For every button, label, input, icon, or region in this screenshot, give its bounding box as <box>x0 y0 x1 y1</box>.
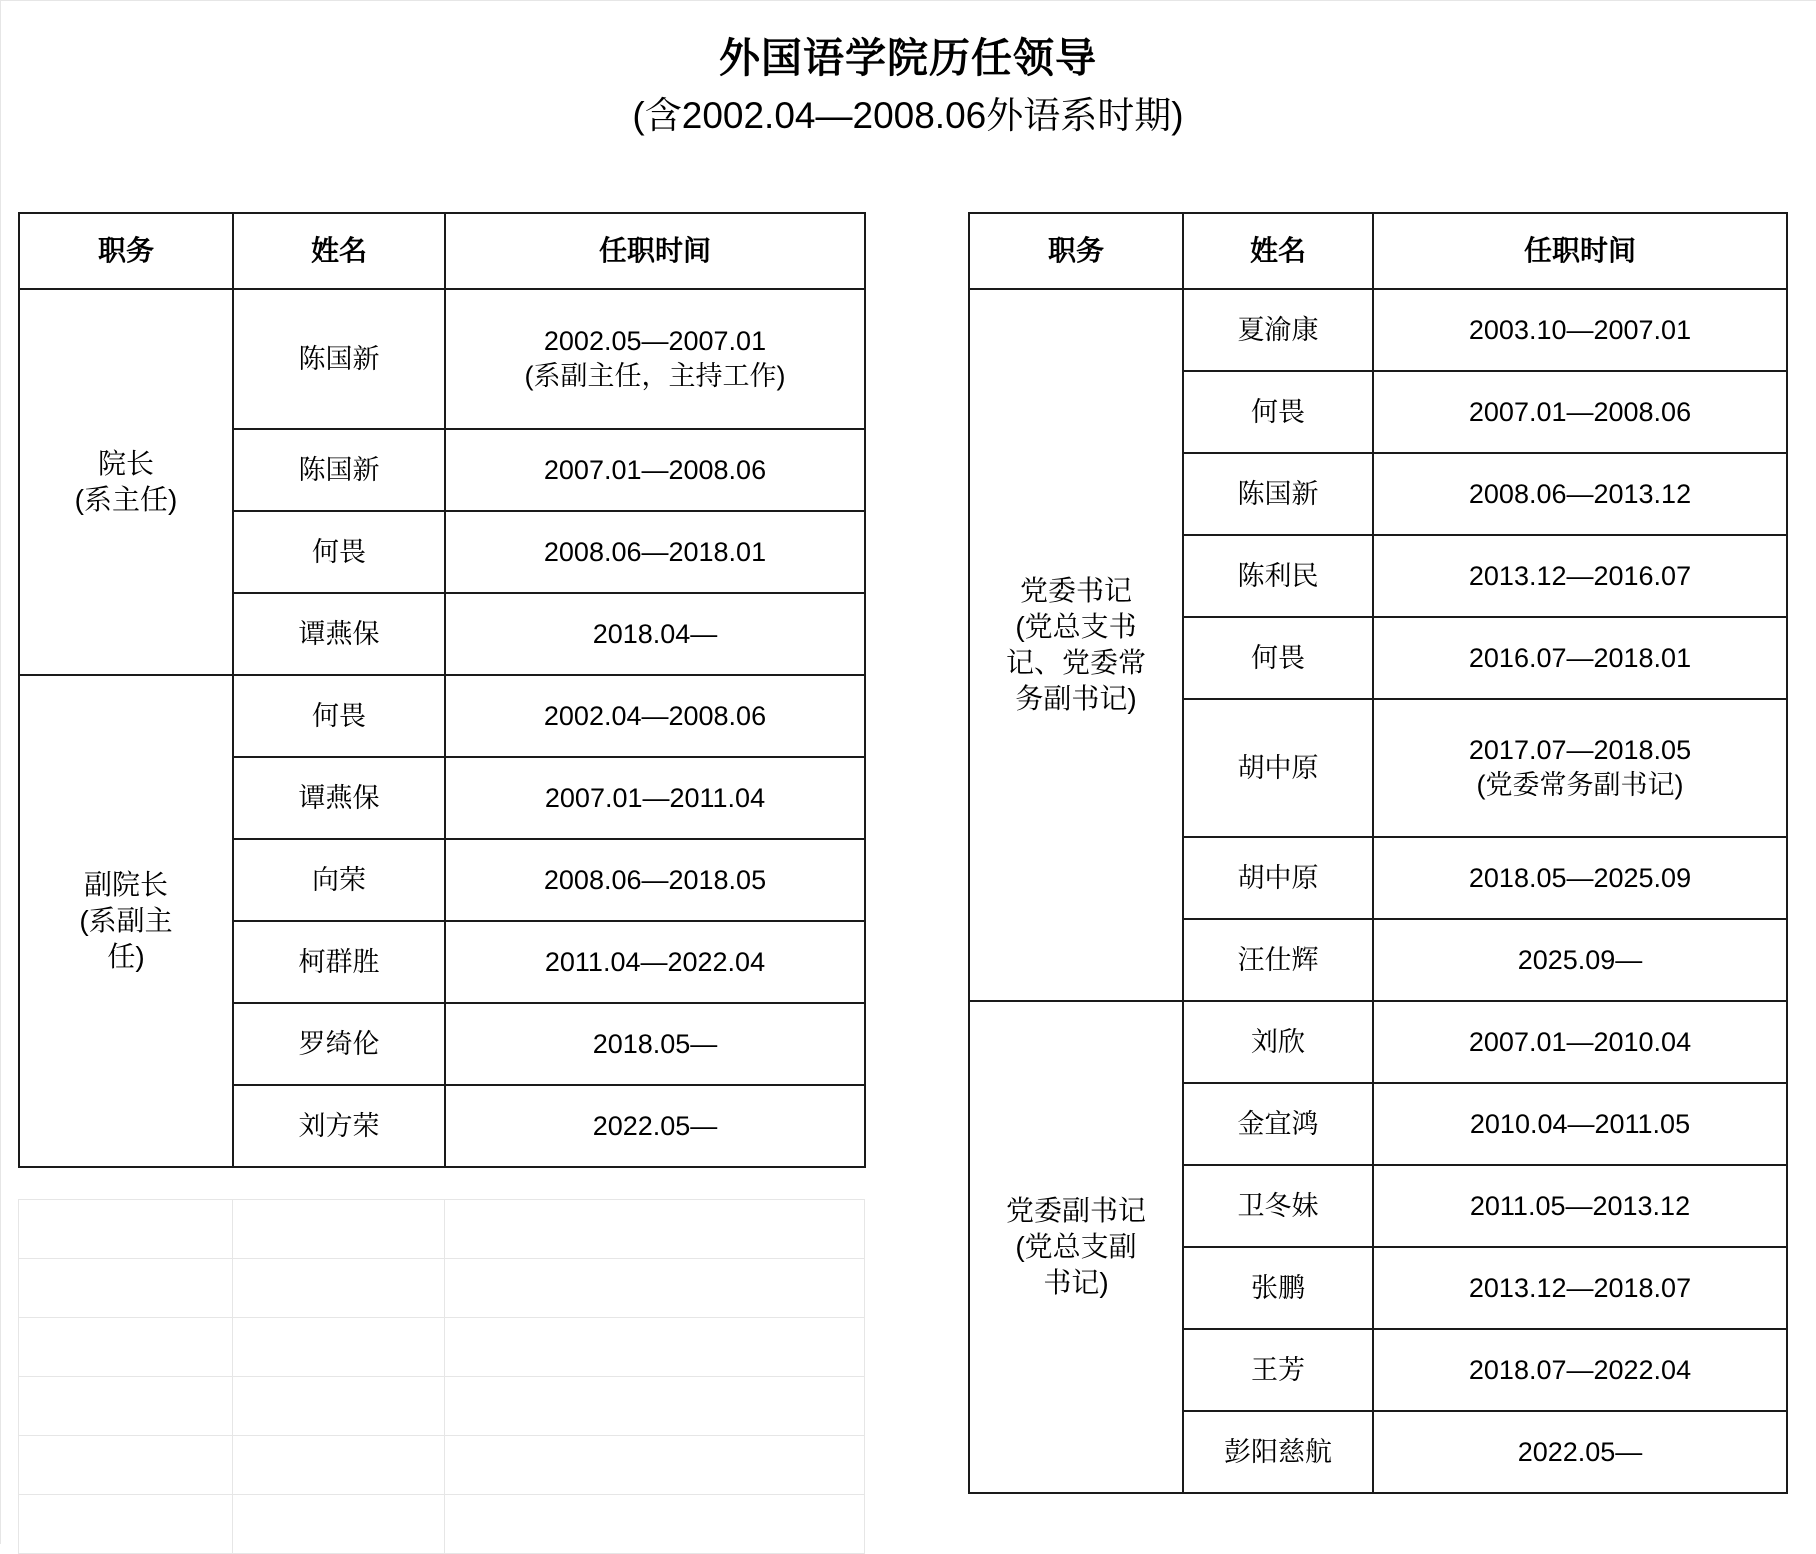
empty-cell <box>233 1200 445 1259</box>
name-cell: 卫冬妹 <box>1183 1165 1373 1247</box>
period-line-2: (系副主任，主持工作) <box>524 361 786 391</box>
role-cell-deputy-party-secretary <box>969 1001 1183 1493</box>
role-line-2: (系副主 <box>79 905 173 937</box>
right-leadership-table <box>968 212 1788 1494</box>
period-cell: 2008.06—2018.01 <box>445 511 865 593</box>
empty-row <box>19 1495 865 1554</box>
period-cell: 2008.06—2018.05 <box>445 839 865 921</box>
title-block <box>0 32 1816 141</box>
empty-cell <box>233 1377 445 1436</box>
name-cell: 胡中原 <box>1183 699 1373 837</box>
empty-grid <box>18 1199 865 1554</box>
role-cell-dean <box>19 289 233 675</box>
column-header-name: 姓名 <box>1183 213 1373 289</box>
empty-row <box>19 1377 865 1436</box>
table-header-row <box>969 213 1787 289</box>
column-header-name: 姓名 <box>233 213 445 289</box>
name-cell: 何畏 <box>1183 617 1373 699</box>
empty-cell <box>445 1200 865 1259</box>
column-header-role: 职务 <box>969 213 1183 289</box>
period-cell: 2016.07—2018.01 <box>1373 617 1787 699</box>
period-cell: 2011.05—2013.12 <box>1373 1165 1787 1247</box>
period-cell: 2011.04—2022.04 <box>445 921 865 1003</box>
name-cell: 王芳 <box>1183 1329 1373 1411</box>
role-line-2: (党总支副 <box>1015 1231 1137 1263</box>
name-cell: 胡中原 <box>1183 837 1373 919</box>
empty-cell <box>233 1318 445 1377</box>
empty-cell <box>445 1377 865 1436</box>
empty-cell <box>19 1318 233 1377</box>
name-cell: 陈国新 <box>233 289 445 429</box>
period-cell: 2007.01—2008.06 <box>445 429 865 511</box>
role-line-3: 书记) <box>1043 1266 1109 1298</box>
empty-row <box>19 1200 865 1259</box>
role-line-1: 副院长 <box>83 869 168 901</box>
empty-cell <box>445 1259 865 1318</box>
left-table-wrapper <box>18 212 866 1168</box>
role-line-2: (党总支书 <box>1015 611 1137 643</box>
period-line-1: 2017.07—2018.05 <box>1468 735 1692 766</box>
table-row <box>19 289 865 429</box>
period-cell: 2022.05— <box>445 1085 865 1167</box>
column-header-period: 任职时间 <box>1373 213 1787 289</box>
name-cell: 何畏 <box>233 675 445 757</box>
table-row <box>969 1001 1787 1083</box>
page-title: 外国语学院历任领导 <box>719 35 1097 81</box>
empty-row <box>19 1259 865 1318</box>
period-cell: 2013.12—2016.07 <box>1373 535 1787 617</box>
role-line-1: 院长 <box>97 448 154 480</box>
left-leadership-table <box>18 212 866 1168</box>
empty-cell <box>445 1318 865 1377</box>
empty-cell <box>19 1200 233 1259</box>
name-cell: 谭燕保 <box>233 757 445 839</box>
role-line-4: 务副书记) <box>1015 682 1137 714</box>
name-cell: 刘方荣 <box>233 1085 445 1167</box>
period-line-2: (党委常务副书记) <box>1476 770 1684 800</box>
empty-spreadsheet-rows <box>18 1199 864 1554</box>
column-header-role: 职务 <box>19 213 233 289</box>
empty-cell <box>19 1495 233 1554</box>
role-cell-party-secretary <box>969 289 1183 1001</box>
role-line-3: 记、党委常 <box>1005 647 1146 678</box>
period-cell: 2025.09— <box>1373 919 1787 1001</box>
name-cell: 罗绮伦 <box>233 1003 445 1085</box>
period-cell: 2007.01—2010.04 <box>1373 1001 1787 1083</box>
role-line-1: 党委副书记 <box>1005 1195 1146 1227</box>
period-cell: 2008.06—2013.12 <box>1373 453 1787 535</box>
right-table-wrapper <box>968 212 1788 1494</box>
table-header-row <box>19 213 865 289</box>
page-subtitle: (含2002.04—2008.06外语系时期) <box>632 95 1184 137</box>
period-cell <box>445 289 865 429</box>
name-cell: 陈国新 <box>1183 453 1373 535</box>
period-cell: 2007.01—2011.04 <box>445 757 865 839</box>
empty-cell <box>19 1259 233 1318</box>
name-cell: 何畏 <box>1183 371 1373 453</box>
period-cell: 2018.05—2025.09 <box>1373 837 1787 919</box>
name-cell: 陈国新 <box>233 429 445 511</box>
name-cell: 彭阳慈航 <box>1183 1411 1373 1493</box>
table-row <box>969 289 1787 371</box>
name-cell: 谭燕保 <box>233 593 445 675</box>
sheet-edge-top <box>0 0 1816 1</box>
period-cell: 2018.07—2022.04 <box>1373 1329 1787 1411</box>
empty-cell <box>19 1436 233 1495</box>
empty-row <box>19 1436 865 1495</box>
period-line-1: 2002.05—2007.01 <box>543 326 767 357</box>
empty-cell <box>19 1377 233 1436</box>
empty-cell <box>233 1495 445 1554</box>
period-cell <box>1373 699 1787 837</box>
name-cell: 汪仕辉 <box>1183 919 1373 1001</box>
period-cell: 2022.05— <box>1373 1411 1787 1493</box>
role-line-3: 任) <box>107 940 145 972</box>
empty-cell <box>233 1436 445 1495</box>
empty-cell <box>445 1436 865 1495</box>
empty-cell <box>445 1495 865 1554</box>
period-cell: 2003.10—2007.01 <box>1373 289 1787 371</box>
name-cell: 柯群胜 <box>233 921 445 1003</box>
name-cell: 向荣 <box>233 839 445 921</box>
name-cell: 何畏 <box>233 511 445 593</box>
empty-cell <box>233 1259 445 1318</box>
table-row <box>19 675 865 757</box>
period-cell: 2002.04—2008.06 <box>445 675 865 757</box>
period-cell: 2018.05— <box>445 1003 865 1085</box>
name-cell: 陈利民 <box>1183 535 1373 617</box>
period-cell: 2007.01—2008.06 <box>1373 371 1787 453</box>
empty-row <box>19 1318 865 1377</box>
period-cell: 2013.12—2018.07 <box>1373 1247 1787 1329</box>
sheet-edge-left <box>0 0 1 1544</box>
name-cell: 刘欣 <box>1183 1001 1373 1083</box>
role-line-1: 党委书记 <box>1019 575 1132 607</box>
column-header-period: 任职时间 <box>445 213 865 289</box>
period-cell: 2010.04—2011.05 <box>1373 1083 1787 1165</box>
name-cell: 夏渝康 <box>1183 289 1373 371</box>
name-cell: 张鹏 <box>1183 1247 1373 1329</box>
role-line-2: (系主任) <box>74 484 178 515</box>
period-cell: 2018.04— <box>445 593 865 675</box>
role-cell-vice-dean <box>19 675 233 1167</box>
name-cell: 金宜鸿 <box>1183 1083 1373 1165</box>
